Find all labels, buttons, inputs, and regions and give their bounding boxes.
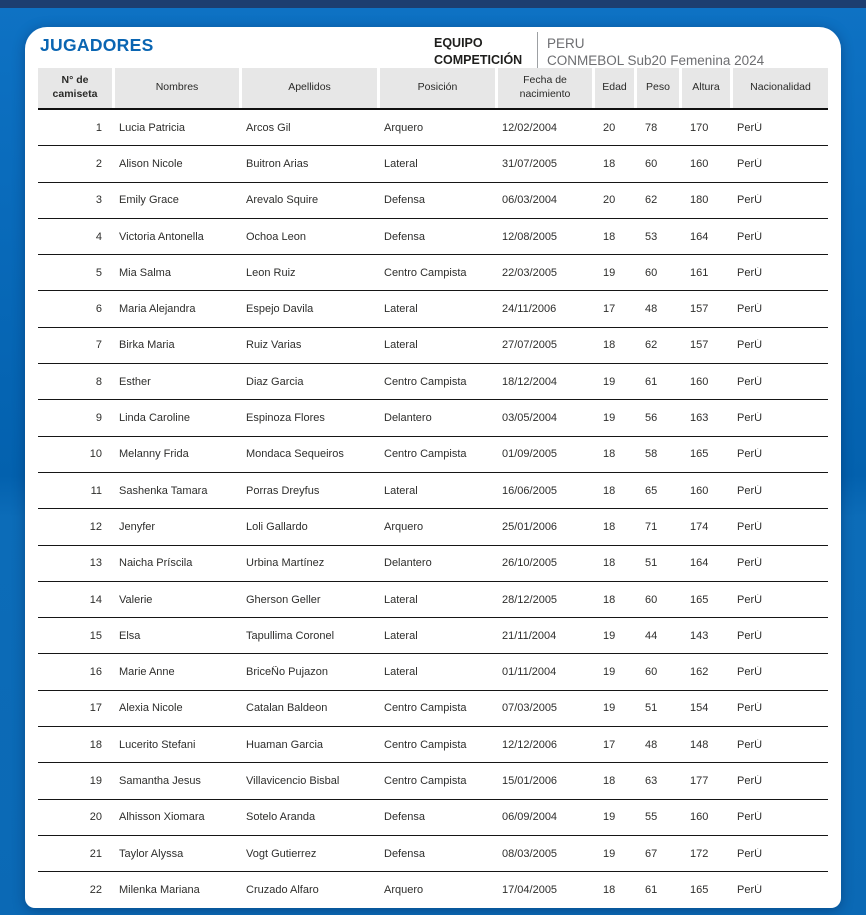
cell-edad: 18 xyxy=(603,593,616,606)
cell-nacionalidad: PerÚ xyxy=(737,484,763,497)
cell-apellidos: Arcos Gil xyxy=(246,121,291,134)
cell-camiseta: 12 xyxy=(89,520,102,533)
cell-peso: 65 xyxy=(645,484,658,497)
cell-camiseta: 21 xyxy=(89,847,102,860)
cell-nombres: Alexia Nicole xyxy=(119,702,183,715)
cell-fecha: 18/12/2004 xyxy=(502,375,558,388)
cell-posicion: Centro Campista xyxy=(384,448,467,461)
cell-nombres: Jenyfer xyxy=(119,520,156,533)
cell-fecha: 06/09/2004 xyxy=(502,811,558,824)
cell-altura: 177 xyxy=(690,774,709,787)
cell-peso: 78 xyxy=(645,121,658,134)
cell-edad: 18 xyxy=(603,484,616,497)
cell-edad: 18 xyxy=(603,774,616,787)
cell-edad: 19 xyxy=(603,375,616,388)
cell-apellidos: Villavicencio Bisbal xyxy=(246,774,340,787)
cell-nacionalidad: PerÚ xyxy=(737,303,763,316)
cell-altura: 160 xyxy=(690,157,709,170)
cell-posicion: Centro Campista xyxy=(384,774,467,787)
cell-peso: 61 xyxy=(645,883,658,896)
cell-apellidos: Cruzado Alfaro xyxy=(246,883,319,896)
cell-peso: 44 xyxy=(645,629,658,642)
cell-peso: 71 xyxy=(645,520,658,533)
cell-nacionalidad: PerÚ xyxy=(737,883,763,896)
cell-edad: 20 xyxy=(603,194,616,207)
cell-edad: 19 xyxy=(603,412,616,425)
cell-posicion: Lateral xyxy=(384,157,418,170)
cell-camiseta: 9 xyxy=(95,412,102,425)
cell-altura: 160 xyxy=(690,375,709,388)
cell-posicion: Delantero xyxy=(384,557,432,570)
column-header-camiseta: N° de camiseta xyxy=(38,68,115,108)
cell-altura: 180 xyxy=(690,194,709,207)
top-navy-bar xyxy=(0,0,866,8)
cell-apellidos: Urbina Martínez xyxy=(246,557,325,570)
cell-posicion: Lateral xyxy=(384,339,418,352)
cell-nombres: Melanny Frida xyxy=(119,448,189,461)
cell-posicion: Arquero xyxy=(384,520,424,533)
cell-camiseta: 10 xyxy=(89,448,102,461)
cell-fecha: 16/06/2005 xyxy=(502,484,558,497)
cell-nacionalidad: PerÚ xyxy=(737,121,763,134)
cell-altura: 165 xyxy=(690,593,709,606)
table-row xyxy=(38,872,828,908)
cell-apellidos: Catalan Baldeon xyxy=(246,702,328,715)
cell-peso: 61 xyxy=(645,375,658,388)
cell-edad: 18 xyxy=(603,883,616,896)
cell-edad: 17 xyxy=(603,303,616,316)
cell-nombres: Lucerito Stefani xyxy=(119,738,196,751)
column-header-nacionalidad: Nacionalidad xyxy=(733,68,828,108)
cell-posicion: Lateral xyxy=(384,303,418,316)
cell-altura: 170 xyxy=(690,121,709,134)
cell-nacionalidad: PerÚ xyxy=(737,593,763,606)
cell-apellidos: Gherson Geller xyxy=(246,593,321,606)
cell-edad: 18 xyxy=(603,230,616,243)
competicion-label: COMPETICIÓN xyxy=(434,53,523,67)
cell-edad: 19 xyxy=(603,629,616,642)
cell-posicion: Lateral xyxy=(384,484,418,497)
cell-fecha: 06/03/2004 xyxy=(502,194,558,207)
cell-fecha: 12/02/2004 xyxy=(502,121,558,134)
cell-camiseta: 20 xyxy=(89,811,102,824)
table-row xyxy=(38,546,828,582)
cell-apellidos: BriceÑo Pujazon xyxy=(246,666,328,679)
cell-peso: 60 xyxy=(645,666,658,679)
cell-fecha: 01/09/2005 xyxy=(502,448,558,461)
table-row xyxy=(38,727,828,763)
cell-nombres: Elsa xyxy=(119,629,141,642)
cell-edad: 18 xyxy=(603,339,616,352)
cell-nombres: Linda Caroline xyxy=(119,412,190,425)
cell-camiseta: 13 xyxy=(89,557,102,570)
cell-altura: 165 xyxy=(690,883,709,896)
cell-nacionalidad: PerÚ xyxy=(737,230,763,243)
cell-camiseta: 11 xyxy=(90,484,102,497)
cell-camiseta: 3 xyxy=(95,194,102,207)
cell-nombres: Lucia Patricia xyxy=(119,121,186,134)
cell-apellidos: Espinoza Flores xyxy=(246,412,325,425)
column-header-nombres: Nombres xyxy=(115,68,242,108)
cell-nacionalidad: PerÚ xyxy=(737,811,763,824)
cell-altura: 164 xyxy=(690,230,709,243)
table-row xyxy=(38,110,828,146)
cell-altura: 157 xyxy=(690,303,709,316)
cell-altura: 174 xyxy=(690,520,709,533)
page-title: JUGADORES xyxy=(40,35,154,55)
cell-altura: 160 xyxy=(690,811,709,824)
cell-fecha: 12/08/2005 xyxy=(502,230,558,243)
cell-peso: 56 xyxy=(645,412,658,425)
cell-altura: 165 xyxy=(690,448,709,461)
cell-camiseta: 5 xyxy=(95,266,102,279)
cell-edad: 19 xyxy=(603,847,616,860)
table-row xyxy=(38,328,828,364)
cell-apellidos: Arevalo Squire xyxy=(246,194,319,207)
cell-posicion: Centro Campista xyxy=(384,266,467,279)
cell-peso: 51 xyxy=(645,702,658,715)
cell-nombres: Alhisson Xiomara xyxy=(119,811,205,824)
cell-posicion: Lateral xyxy=(384,593,418,606)
cell-apellidos: Tapullima Coronel xyxy=(246,629,335,642)
cell-nacionalidad: PerÚ xyxy=(737,702,763,715)
cell-altura: 157 xyxy=(690,339,709,352)
cell-peso: 53 xyxy=(645,230,658,243)
cell-nombres: Taylor Alyssa xyxy=(119,847,184,860)
cell-camiseta: 19 xyxy=(89,774,102,787)
cell-camiseta: 4 xyxy=(95,230,102,243)
cell-apellidos: Vogt Gutierrez xyxy=(246,847,317,860)
table-row xyxy=(38,800,828,836)
cell-nombres: Esther xyxy=(119,375,151,388)
cell-apellidos: Huaman Garcia xyxy=(246,738,324,751)
cell-nacionalidad: PerÚ xyxy=(737,774,763,787)
cell-posicion: Lateral xyxy=(384,666,418,679)
table-body xyxy=(38,110,828,908)
cell-nacionalidad: PerÚ xyxy=(737,520,763,533)
cell-edad: 18 xyxy=(603,557,616,570)
cell-fecha: 03/05/2004 xyxy=(502,412,558,425)
cell-camiseta: 6 xyxy=(95,303,102,316)
cell-apellidos: Loli Gallardo xyxy=(246,520,308,533)
cell-altura: 163 xyxy=(690,412,709,425)
cell-camiseta: 15 xyxy=(89,629,102,642)
cell-nacionalidad: PerÚ xyxy=(737,194,763,207)
cell-peso: 62 xyxy=(645,194,658,207)
cell-nombres: Birka Maria xyxy=(119,339,175,352)
cell-edad: 18 xyxy=(603,448,616,461)
cell-fecha: 27/07/2005 xyxy=(502,339,558,352)
cell-posicion: Delantero xyxy=(384,412,432,425)
cell-nacionalidad: PerÚ xyxy=(737,339,763,352)
team-competition-meta xyxy=(434,32,764,72)
table-row xyxy=(38,364,828,400)
table-row xyxy=(38,400,828,436)
cell-fecha: 12/12/2006 xyxy=(502,738,558,751)
cell-altura: 172 xyxy=(690,847,709,860)
cell-nombres: Victoria Antonella xyxy=(119,230,204,243)
cell-camiseta: 14 xyxy=(89,593,102,606)
cell-nacionalidad: PerÚ xyxy=(737,375,763,388)
table-row xyxy=(38,437,828,473)
table-row xyxy=(38,763,828,799)
cell-fecha: 15/01/2006 xyxy=(502,774,558,787)
cell-nombres: Alison Nicole xyxy=(119,157,183,170)
cell-nombres: Valerie xyxy=(119,593,153,606)
cell-fecha: 07/03/2005 xyxy=(502,702,558,715)
table-row xyxy=(38,255,828,291)
meta-labels xyxy=(434,35,537,69)
cell-fecha: 22/03/2005 xyxy=(502,266,558,279)
table-header-row xyxy=(38,68,828,110)
cell-fecha: 21/11/2004 xyxy=(502,629,557,642)
cell-edad: 18 xyxy=(603,520,616,533)
cell-edad: 19 xyxy=(603,666,616,679)
cell-nacionalidad: PerÚ xyxy=(737,666,763,679)
cell-posicion: Defensa xyxy=(384,847,425,860)
cell-edad: 19 xyxy=(603,811,616,824)
cell-peso: 51 xyxy=(645,557,658,570)
cell-nombres: Maria Alejandra xyxy=(119,303,196,316)
cell-camiseta: 7 xyxy=(95,339,102,352)
cell-camiseta: 8 xyxy=(95,375,102,388)
cell-fecha: 26/10/2005 xyxy=(502,557,558,570)
cell-peso: 62 xyxy=(645,339,658,352)
cell-edad: 17 xyxy=(603,738,616,751)
table-row xyxy=(38,618,828,654)
cell-nacionalidad: PerÚ xyxy=(737,557,763,570)
cell-fecha: 28/12/2005 xyxy=(502,593,558,606)
table-row xyxy=(38,509,828,545)
table-row xyxy=(38,146,828,182)
table-row xyxy=(38,183,828,219)
cell-camiseta: 18 xyxy=(89,738,102,751)
cell-fecha: 31/07/2005 xyxy=(502,157,558,170)
cell-posicion: Arquero xyxy=(384,121,424,134)
cell-apellidos: Sotelo Aranda xyxy=(246,811,316,824)
cell-apellidos: Porras Dreyfus xyxy=(246,484,320,497)
cell-camiseta: 2 xyxy=(95,157,102,170)
cell-nacionalidad: PerÚ xyxy=(737,266,763,279)
table-row xyxy=(38,219,828,255)
cell-fecha: 25/01/2006 xyxy=(502,520,558,533)
cell-nacionalidad: PerÚ xyxy=(737,847,763,860)
content-card xyxy=(25,27,841,908)
cell-posicion: Defensa xyxy=(384,194,425,207)
cell-altura: 148 xyxy=(690,738,709,751)
cell-nombres: Milenka Mariana xyxy=(119,883,200,896)
column-header-apellidos: Apellidos xyxy=(242,68,380,108)
cell-fecha: 01/11/2004 xyxy=(502,666,557,679)
cell-peso: 60 xyxy=(645,593,658,606)
cell-peso: 60 xyxy=(645,266,658,279)
competicion-value: CONMEBOL Sub20 Femenina 2024 xyxy=(547,53,765,68)
cell-posicion: Lateral xyxy=(384,629,418,642)
cell-apellidos: Ruiz Varias xyxy=(246,339,302,352)
column-header-altura: Altura xyxy=(682,68,733,108)
cell-edad: 19 xyxy=(603,702,616,715)
equipo-label: EQUIPO xyxy=(434,36,483,50)
cell-apellidos: Buitron Arias xyxy=(246,157,309,170)
players-table xyxy=(38,68,828,908)
column-header-fecha: Fecha de nacimiento xyxy=(498,68,595,108)
cell-altura: 143 xyxy=(690,629,709,642)
cell-nacionalidad: PerÚ xyxy=(737,157,763,170)
cell-nombres: Naicha Príscila xyxy=(119,557,193,570)
cell-apellidos: Mondaca Sequeiros xyxy=(246,448,344,461)
cell-camiseta: 17 xyxy=(89,702,102,715)
table-row xyxy=(38,291,828,327)
cell-apellidos: Diaz Garcia xyxy=(246,375,304,388)
cell-peso: 55 xyxy=(645,811,658,824)
table-row xyxy=(38,691,828,727)
cell-altura: 161 xyxy=(690,266,709,279)
cell-nacionalidad: PerÚ xyxy=(737,738,763,751)
cell-edad: 19 xyxy=(603,266,616,279)
cell-edad: 20 xyxy=(603,121,616,134)
cell-peso: 67 xyxy=(645,847,658,860)
cell-posicion: Centro Campista xyxy=(384,375,467,388)
table-row xyxy=(38,836,828,872)
cell-nombres: Mia Salma xyxy=(119,266,171,279)
meta-values xyxy=(538,35,764,69)
cell-fecha: 17/04/2005 xyxy=(502,883,558,896)
cell-nacionalidad: PerÚ xyxy=(737,629,763,642)
cell-peso: 48 xyxy=(645,738,658,751)
table-row xyxy=(38,473,828,509)
cell-peso: 63 xyxy=(645,774,658,787)
cell-nombres: Sashenka Tamara xyxy=(119,484,208,497)
cell-altura: 162 xyxy=(690,666,709,679)
cell-posicion: Centro Campista xyxy=(384,738,467,751)
cell-apellidos: Leon Ruiz xyxy=(246,266,296,279)
cell-nombres: Emily Grace xyxy=(119,194,179,207)
cell-posicion: Centro Campista xyxy=(384,702,467,715)
cell-nacionalidad: PerÚ xyxy=(737,412,763,425)
cell-camiseta: 16 xyxy=(89,666,102,679)
cell-altura: 164 xyxy=(690,557,709,570)
cell-apellidos: Espejo Davila xyxy=(246,303,314,316)
cell-peso: 58 xyxy=(645,448,658,461)
cell-camiseta: 1 xyxy=(95,121,102,134)
cell-fecha: 08/03/2005 xyxy=(502,847,558,860)
cell-posicion: Defensa xyxy=(384,811,425,824)
cell-altura: 160 xyxy=(690,484,709,497)
table-row xyxy=(38,582,828,618)
cell-apellidos: Ochoa Leon xyxy=(246,230,306,243)
cell-nacionalidad: PerÚ xyxy=(737,448,763,461)
cell-edad: 18 xyxy=(603,157,616,170)
cell-altura: 154 xyxy=(690,702,709,715)
column-header-peso: Peso xyxy=(637,68,682,108)
equipo-value: PERU xyxy=(547,36,585,51)
cell-fecha: 24/11/2006 xyxy=(502,303,557,316)
cell-camiseta: 22 xyxy=(89,883,102,896)
cell-posicion: Arquero xyxy=(384,883,424,896)
cell-nombres: Samantha Jesus xyxy=(119,774,201,787)
cell-posicion: Defensa xyxy=(384,230,425,243)
table-row xyxy=(38,654,828,690)
column-header-posicion: Posición xyxy=(380,68,498,108)
cell-peso: 60 xyxy=(645,157,658,170)
column-header-edad: Edad xyxy=(595,68,637,108)
cell-peso: 48 xyxy=(645,303,658,316)
cell-nombres: Marie Anne xyxy=(119,666,175,679)
